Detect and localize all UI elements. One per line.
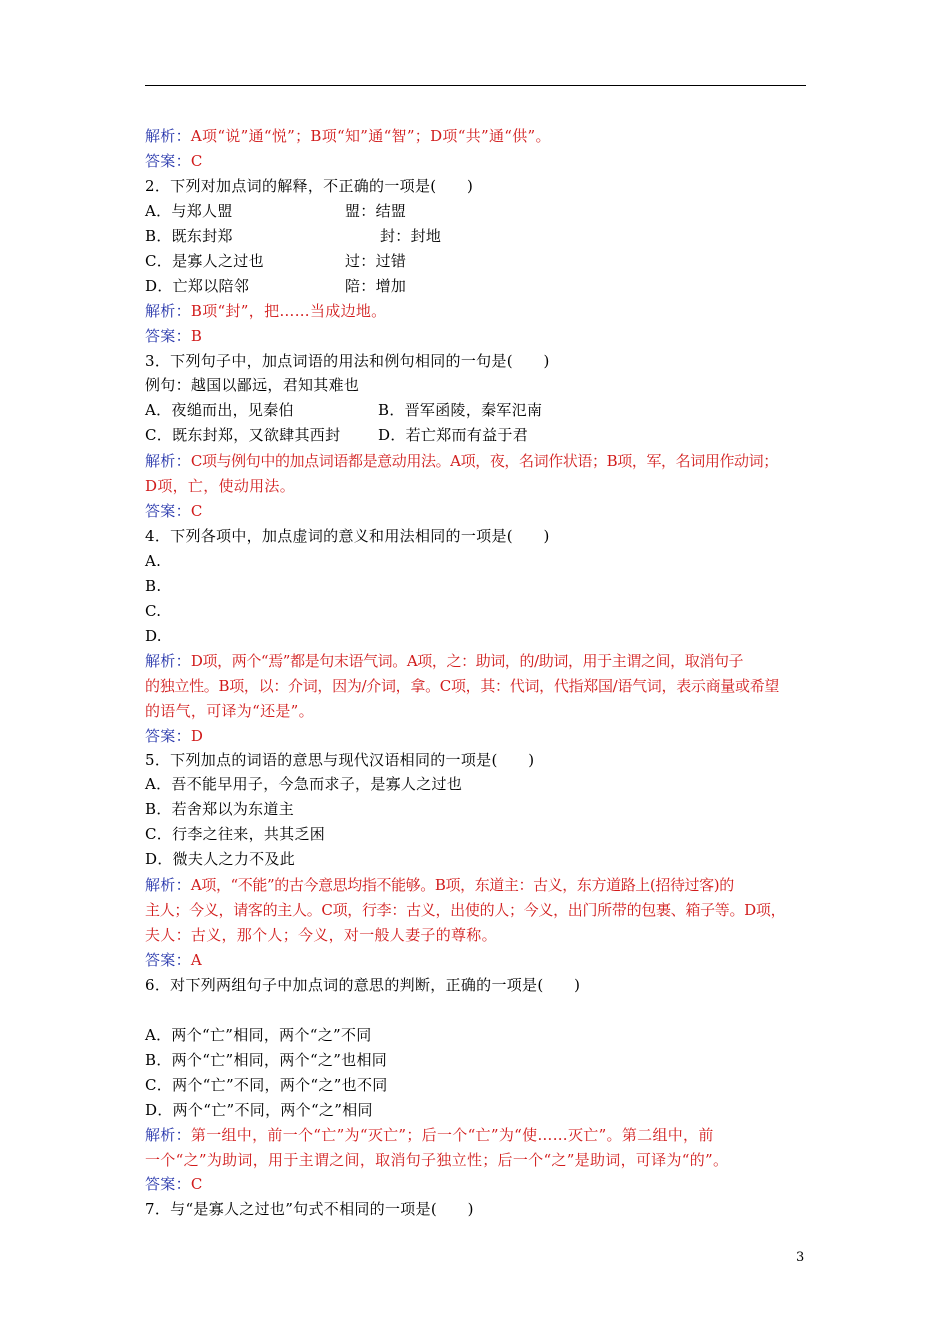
page-number: 3 (796, 1250, 805, 1265)
analysis-label: 解析： (145, 127, 191, 145)
analysis-label: 解析： (145, 652, 191, 670)
q4-answer (145, 726, 203, 746)
answer-value: B (190, 327, 203, 345)
answer-label: 答案： (145, 727, 191, 745)
q6-option-c: C．两个“亡”不同，两个“之”也不同 (145, 1076, 388, 1094)
q3-option-d: D．若亡郑而有益于君 (378, 426, 529, 444)
q4-analysis-cont: 的语气，可译为“还是”。 (145, 702, 314, 720)
header-rule (145, 85, 806, 86)
q3-option-a: A．夜缒而出，见秦伯 (145, 401, 294, 419)
question-4: 4．下列各项中，加点虚词的意义和用法相同的一项是( ) (145, 527, 550, 545)
q4-option-b: B. (145, 577, 162, 595)
q5-answer (145, 950, 202, 970)
question-6: 6．对下列两组句子中加点词的意思的判断，正确的一项是( ) (145, 976, 581, 994)
q5-analysis-cont: 主人；今义，请客的主人。C项，行李：古义，出使的人；今义，出门所带的包裹、箱子等。D项， (145, 901, 786, 919)
analysis-label: 解析： (145, 452, 191, 470)
q2-option-b-gloss: 封：封地 (380, 227, 442, 245)
q2-analysis (145, 301, 386, 321)
q2-option-c-text: C．是寡人之过也 (145, 252, 264, 270)
q3-option-c: C．既东封郑，又欲肆其西封 (145, 426, 341, 444)
q2-option-a (145, 201, 545, 221)
q6-option-a: A．两个“亡”相同，两个“之”不同 (145, 1026, 372, 1044)
question-2: 2．下列对加点词的解释，不正确的一项是( ) (145, 177, 474, 195)
answer-label: 答案： (145, 951, 191, 969)
q3-options-cd (145, 425, 645, 445)
q5-option-b: B．若舍郑以为东道主 (145, 800, 295, 818)
analysis-text: A项“说”通“悦”；B项“知”通“智”；D项“共”通“供”。 (190, 127, 551, 145)
q4-option-a: A. (145, 552, 162, 570)
q5-analysis (145, 875, 734, 895)
analysis-line (145, 126, 551, 146)
q6-answer (145, 1174, 203, 1194)
analysis-text: C项与例句中的加点词语都是意动用法。A项，夜，名词作状语；B项，军，名词用作动词； (190, 452, 778, 470)
q5-option-d: D．微夫人之力不及此 (145, 850, 296, 868)
analysis-text: 第一组中，前一个“亡”为“灭亡”；后一个“亡”为“使……灭亡”。第二组中，前 (190, 1126, 714, 1144)
q3-analysis (145, 451, 778, 471)
analysis-label: 解析： (145, 876, 191, 894)
answer-label: 答案： (145, 152, 191, 170)
q2-option-c (145, 251, 545, 271)
q5-option-c: C．行李之往来，共其乏困 (145, 825, 326, 843)
question-7: 7．与“是寡人之过也”句式不相同的一项是( ) (145, 1200, 474, 1218)
q4-analysis-cont: 的独立性。B项，以：介词，因为/介词，拿。C项，其：代词，代指郑国/语气词，表示商量或希望 (145, 677, 780, 695)
analysis-label: 解析： (145, 302, 191, 320)
analysis-text: D项，两个“焉”都是句末语气词。A项，之：助词，的/助词，用于主谓之间，取消句子 (190, 652, 744, 670)
q6-analysis-cont: 一个“之”为助词，用于主谓之间，取消句子独立性；后一个“之”是助词，可译为“的”。 (145, 1151, 729, 1169)
q4-option-d: D. (145, 627, 162, 645)
analysis-text: A项，“不能”的古今意思均指不能够。B项，东道主：古义，东方道路上(招待过客)的 (190, 876, 734, 894)
analysis-text: B项“封”，把……当成边地。 (190, 302, 387, 320)
answer-value: C (190, 152, 203, 170)
q2-option-b-text: B．既东封郑 (145, 227, 233, 245)
answer-value: C (190, 1175, 203, 1193)
q6-option-d: D．两个“亡”不同，两个“之”相同 (145, 1101, 373, 1119)
q4-option-c: C. (145, 602, 162, 620)
q3-analysis-cont: D项，亡，使动用法。 (145, 477, 296, 495)
analysis-label: 解析： (145, 1126, 191, 1144)
q2-answer (145, 326, 202, 346)
q2-option-d (145, 276, 545, 296)
answer-value: D (190, 727, 204, 745)
q2-option-c-gloss: 过：过错 (345, 252, 407, 270)
q3-options-ab (145, 400, 645, 420)
q3-example: 例句：越国以鄙远，君知其难也 (145, 376, 360, 394)
answer-label: 答案： (145, 327, 191, 345)
answer-value: A (190, 951, 203, 969)
q2-option-b (145, 226, 545, 246)
answer-label: 答案： (145, 1175, 191, 1193)
q3-answer (145, 501, 203, 521)
answer-label: 答案： (145, 502, 191, 520)
question-5: 5．下列加点的词语的意思与现代汉语相同的一项是( ) (145, 751, 535, 769)
q6-analysis (145, 1125, 714, 1145)
q2-option-a-gloss: 盟：结盟 (345, 202, 407, 220)
q5-option-a: A．吾不能早用子，今急而求子，是寡人之过也 (145, 775, 463, 793)
q5-analysis-cont: 夫人：古义，那个人；今义，对一般人妻子的尊称。 (145, 926, 497, 944)
q6-option-b: B．两个“亡”相同，两个“之”也相同 (145, 1051, 388, 1069)
question-3: 3．下列句子中，加点词语的用法和例句相同的一句是( ) (145, 352, 550, 370)
q4-analysis (145, 651, 743, 671)
q2-option-d-text: D．亡郑以陪邻 (145, 277, 250, 295)
q2-option-d-gloss: 陪：增加 (345, 277, 407, 295)
q3-option-b: B．晋军函陵，秦军氾南 (378, 401, 543, 419)
q2-option-a-text: A．与郑人盟 (145, 202, 233, 220)
answer-line (145, 151, 203, 171)
answer-value: C (190, 502, 203, 520)
